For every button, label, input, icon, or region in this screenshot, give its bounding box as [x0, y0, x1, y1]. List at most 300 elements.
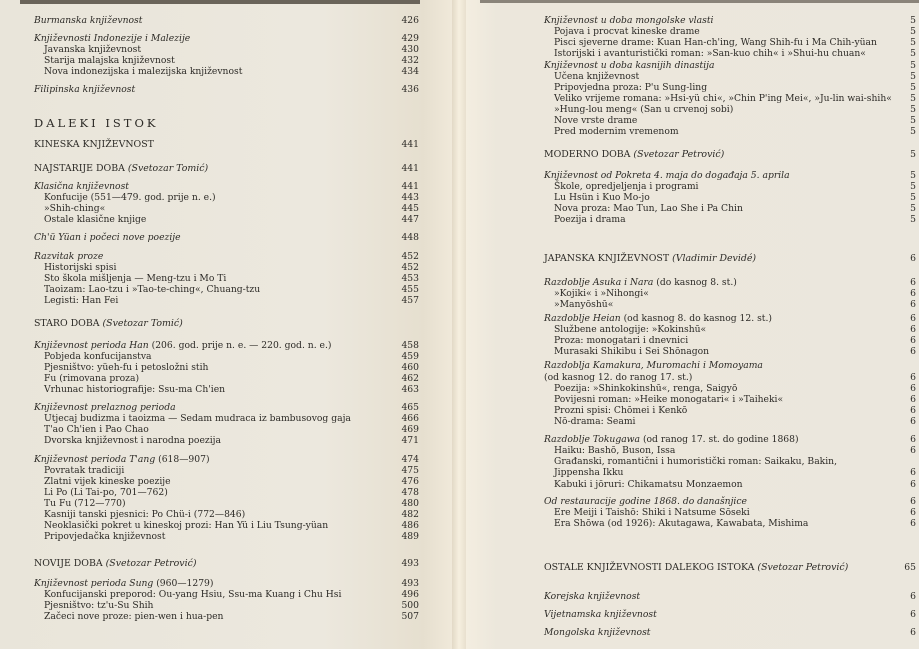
toc-entry-text: Ch'ü Yüan i počeci nove poezije [34, 232, 181, 243]
toc-entry-title [34, 351, 152, 362]
toc-entry-title [544, 324, 706, 335]
toc-page-number: 496 [401, 589, 419, 600]
toc-entry [34, 118, 419, 129]
toc-entry-title [34, 232, 181, 243]
toc-page-number: 6 [910, 434, 916, 445]
toc-entry-text: Od restauracije godine 1868. do današnjice [544, 496, 747, 507]
toc-entry-text: Ostale klasične knjige [44, 214, 147, 225]
toc-page-number: 6 [910, 394, 916, 405]
toc-entry-text: Filipinska književnost [34, 84, 136, 95]
toc-entry-title [544, 37, 877, 48]
toc-entry [34, 163, 419, 174]
toc-page-number: 6 [910, 405, 916, 416]
toc-entry [544, 372, 916, 383]
toc-entry-text: Književnost u doba kasnijih dinastija [544, 60, 715, 71]
toc-page-number: 458 [401, 340, 419, 351]
toc-entry-title [34, 531, 165, 542]
toc-entry-text: Kasniji tanski pjesnici: Po Chü-i (772—846) [44, 509, 246, 520]
toc-entry [34, 611, 419, 622]
toc-entry [34, 402, 419, 413]
toc-entry [544, 181, 916, 192]
toc-page-number: 5 [910, 203, 916, 214]
toc-entry-title [544, 394, 783, 405]
toc-entry-title [34, 558, 197, 569]
toc-entry [544, 253, 916, 264]
toc-entry-text: Pisci sjeverne drame: Kuan Han-ch'ing, Wang Shih-fu i Ma Chih-yüan [554, 37, 877, 48]
toc-entry-text: »Kojiki« i »Nihongi« [554, 288, 649, 299]
toc-entry-title [544, 313, 772, 324]
top-edge-shadow [20, 0, 420, 4]
toc-entry [544, 15, 916, 26]
toc-page-number: 5 [910, 126, 916, 137]
toc-entry-text: Književnosti Indonezije i Malezije [34, 33, 191, 44]
toc-entry-text: Razdoblje Asuka i Nara [544, 277, 654, 288]
toc-page-number: 6 [910, 372, 916, 383]
toc-entry-text: Era Shōwa (od 1926): Akutagawa, Kawabata, Mishima [554, 518, 809, 529]
toc-entry-title [34, 589, 341, 600]
toc-entry-text: Burmanska književnost [34, 15, 143, 26]
toc-entry [544, 299, 916, 310]
toc-page-number: 448 [401, 232, 419, 243]
toc-entry-author: (Svetozar Petrović) [757, 562, 849, 573]
toc-page-number: 443 [401, 192, 419, 203]
toc-entry-text: Veliko vrijeme romana: »Hsi-yü chi«, »Chin P'ing Mei«, »Ju-lin wai-shih« [554, 93, 892, 104]
toc-page-number: 6 [910, 324, 916, 335]
toc-entry-text: Povratak tradiciji [44, 465, 125, 476]
toc-page-number: 6 [910, 253, 916, 264]
toc-entry-title [544, 181, 698, 192]
toc-page-number: 434 [401, 66, 419, 77]
toc-page-number: 452 [401, 251, 419, 262]
toc-entry-text: Pjesništvo: yüeh-fu i petosložni stih [44, 362, 209, 373]
toc-entry-text: Povijesni roman: »Heike monogatari« i »Taiheki« [554, 394, 784, 405]
toc-entry-title [544, 479, 743, 490]
toc-entry [544, 405, 916, 416]
toc-entry-title [544, 609, 657, 620]
toc-entry-text: STARO DOBA [34, 318, 100, 329]
book-spine [452, 0, 466, 649]
toc-entry-title [544, 518, 808, 529]
toc-entry-title [34, 33, 190, 44]
toc-entry-title [34, 435, 221, 446]
toc-page-number: 5 [910, 170, 916, 181]
toc-page-number: 5 [910, 37, 916, 48]
toc-entry-text: Vijetnamska književnost [544, 609, 657, 620]
toc-entry [544, 479, 916, 490]
toc-entry [34, 413, 419, 424]
toc-entry-text: Građanski, romantični i humoristički roman: Saikaku, Bakin, [554, 456, 838, 467]
toc-entry [544, 456, 916, 467]
toc-entry-title [544, 214, 626, 225]
toc-entry [544, 627, 916, 638]
toc-entry [34, 139, 419, 150]
toc-page-number: 489 [401, 531, 419, 542]
toc-entry-text: Legisti: Han Fei [44, 295, 119, 306]
toc-page-number: 452 [401, 262, 419, 273]
toc-entry-text: Ere Meiji i Taishō: Shiki i Natsume Sōseki [554, 507, 750, 518]
toc-entry-text: Pojava i procvat kineske drame [554, 26, 700, 37]
toc-entry [34, 558, 419, 569]
toc-entry-text: »Hung-lou meng« (San u crvenoj sobi) [554, 104, 734, 115]
toc-page-number: 441 [401, 181, 419, 192]
toc-entry-text: Nova indonezijska i malezijska književnost [44, 66, 243, 77]
toc-page-number: 430 [401, 44, 419, 55]
toc-entry-title [544, 416, 636, 427]
toc-entry-title [544, 467, 623, 478]
toc-entry-title [544, 26, 700, 37]
toc-page-number: 436 [401, 84, 419, 95]
toc-entry-text: T'ao Ch'ien i Pao Chao [44, 424, 149, 435]
toc-page-number: 5 [910, 192, 916, 203]
toc-entry [34, 273, 419, 284]
toc-entry-range: (od ranog 17. st. do godine 1868) [642, 434, 799, 445]
toc-page-number: 6 [910, 609, 916, 620]
toc-entry [34, 454, 419, 465]
toc-entry-text: Razdoblje Tokugawa [544, 434, 641, 445]
toc-entry [544, 104, 916, 115]
toc-entry-title [34, 520, 328, 531]
toc-entry-text: Razdoblja Kamakura, Muromachi i Momoyama [544, 360, 763, 371]
toc-entry-author: (Svetozar Petrović) [633, 149, 725, 160]
toc-page-number: 486 [401, 520, 419, 531]
toc-entry-text: (od kasnog 12. do ranog 17. st.) [544, 372, 693, 383]
toc-entry-title [544, 299, 613, 310]
toc-entry-title [544, 405, 687, 416]
toc-entry-text: Književnost od Pokreta 4. maja do događaja 5. aprila [544, 170, 790, 181]
toc-entry-text: Pjesništvo: tz'u-Su Shih [44, 600, 154, 611]
toc-entry [544, 192, 916, 203]
right-page [460, 0, 919, 649]
toc-page-number: 475 [401, 465, 419, 476]
toc-entry [544, 82, 916, 93]
toc-entry-author: (Svetozar Tomić) [127, 163, 209, 174]
toc-page-number: 460 [401, 362, 419, 373]
toc-entry [34, 192, 419, 203]
toc-entry [34, 465, 419, 476]
toc-entry-text: Nova proza: Mao Tun, Lao She i Pa Chin [554, 203, 743, 214]
toc-entry-range: (618—907) [158, 454, 210, 465]
toc-entry [34, 84, 419, 95]
toc-entry-text: Začeci nove proze: pien-wen i hua-pen [44, 611, 224, 622]
toc-entry-text: OSTALE KNJIŽEVNOSTI DALEKOG ISTOKA [544, 562, 755, 573]
toc-page-number: 462 [401, 373, 419, 384]
toc-entry [34, 384, 419, 395]
toc-entry-text: Razvitak proze [34, 251, 104, 262]
toc-entry [544, 324, 916, 335]
toc-entry-title [34, 600, 153, 611]
toc-entry-title [544, 434, 799, 445]
toc-page-number: 432 [401, 55, 419, 66]
toc-entry-text: Pred modernim vremenom [554, 126, 679, 137]
toc-entry-text: DALEKI ISTOK [34, 116, 159, 130]
toc-page-number: 6 [910, 496, 916, 507]
toc-entry-title [544, 383, 737, 394]
toc-entry-text: Prozni spisi: Chōmei i Kenkō [554, 405, 688, 416]
toc-entry-text: Konfucijanski preporod: Ou-yang Hsiu, Ssu-ma Kuang i Chu Hsi [44, 589, 342, 600]
toc-entry-title [34, 55, 175, 66]
toc-entry [34, 251, 419, 262]
toc-page-number: 5 [910, 115, 916, 126]
toc-entry [34, 424, 419, 435]
toc-entry [544, 416, 916, 427]
toc-entry [34, 487, 419, 498]
toc-page-number: 474 [401, 454, 419, 465]
toc-entry-range: (do kasnog 8. st.) [656, 277, 737, 288]
toc-entry [34, 262, 419, 273]
toc-entry [544, 346, 916, 357]
toc-entry-text: Starija malajska književnost [44, 55, 175, 66]
toc-entry-text: Književnost perioda T'ang [34, 454, 156, 465]
toc-entry [544, 518, 916, 529]
toc-entry-text: Poezija i drama [554, 214, 626, 225]
toc-entry-title [34, 487, 168, 498]
toc-page-number: 5 [910, 48, 916, 59]
toc-entry-text: »Manyōshū« [554, 299, 614, 310]
toc-entry [34, 214, 419, 225]
toc-page-number: 455 [401, 284, 419, 295]
toc-entry [34, 600, 419, 611]
toc-page-number: 457 [401, 295, 419, 306]
toc-entry-text: Jippensha Ikku [554, 467, 624, 478]
toc-entry [544, 313, 916, 324]
toc-entry-title [34, 340, 331, 351]
toc-entry-title [34, 611, 223, 622]
toc-entry-title [34, 424, 149, 435]
toc-entry-text: Učena književnost [554, 71, 640, 82]
toc-page-number: 6 [910, 507, 916, 518]
toc-entry [34, 66, 419, 77]
toc-entry [544, 277, 916, 288]
toc-entry-text: Dvorska književnost i narodna poezija [44, 435, 222, 446]
toc-page-number: 441 [401, 139, 419, 150]
toc-page-number: 445 [401, 203, 419, 214]
toc-entry-range: (206. god. prije n. e. — 220. god. n. e.) [151, 340, 332, 351]
toc-page-number: 429 [401, 33, 419, 44]
toc-entry [34, 44, 419, 55]
toc-entry [544, 214, 916, 225]
toc-entry [544, 37, 916, 48]
toc-entry-title [34, 214, 146, 225]
toc-entry [34, 55, 419, 66]
toc-entry-text: »Shih-ching« [44, 203, 106, 214]
toc-entry [34, 509, 419, 520]
toc-entry-title [544, 360, 763, 371]
toc-entry-title [544, 456, 837, 467]
toc-entry-title [34, 15, 142, 26]
toc-entry [34, 589, 419, 600]
toc-page-number: 476 [401, 476, 419, 487]
toc-page-number: 6 [910, 479, 916, 490]
toc-entry [34, 15, 419, 26]
toc-page-number: 5 [910, 82, 916, 93]
toc-page-number: 6 [910, 518, 916, 529]
toc-entry [34, 498, 419, 509]
toc-entry-text: Utjecaj budizma i taoizma — Sedam mudraca iz bambusovog gaja [44, 413, 351, 424]
toc-entry-title [544, 288, 649, 299]
toc-entry-range: (960—1279) [156, 578, 214, 589]
toc-page-number: 6 [910, 383, 916, 394]
toc-entry-text: Neoklasički pokret u kineskoj prozi: Han Yü i Liu Tsung-yüan [44, 520, 329, 531]
toc-entry [544, 149, 916, 160]
toc-entry-title [34, 476, 171, 487]
toc-page-number: 5 [910, 93, 916, 104]
toc-page-number: 426 [401, 15, 419, 26]
toc-entry-title [34, 373, 139, 384]
toc-entry-text: JAPANSKA KNJIŽEVNOST [544, 253, 670, 264]
toc-entry [34, 340, 419, 351]
toc-entry-title [544, 507, 750, 518]
toc-entry [544, 170, 916, 181]
toc-page-number: 5 [910, 214, 916, 225]
toc-entry-title [34, 118, 158, 129]
toc-entry-text: Književnost perioda Sung [34, 578, 154, 589]
toc-entry-text: Škole, opredjeljenja i programi [554, 181, 699, 192]
toc-entry-title [544, 591, 640, 602]
toc-entry [544, 383, 916, 394]
toc-page-number: 493 [401, 578, 419, 589]
toc-page-number: 5 [910, 104, 916, 115]
toc-entry-text: Književnost prelaznog perioda [34, 402, 176, 413]
toc-entry-title [34, 44, 141, 55]
toc-entry-title [34, 402, 176, 413]
toc-page-number: 466 [401, 413, 419, 424]
toc-entry-title [34, 84, 135, 95]
toc-entry-text: Konfucije (551—479. god. prije n. e.) [44, 192, 216, 203]
toc-entry-text: Razdoblje Heian [544, 313, 621, 324]
toc-entry-text: Zlatni vijek kineske poezije [44, 476, 171, 487]
toc-page-number: 6 [910, 445, 916, 456]
toc-entry-text: Službene antologije: »Kokinshū« [554, 324, 707, 335]
toc-entry-title [34, 578, 213, 589]
toc-entry-text: Murasaki Shikibu i Sei Shōnagon [554, 346, 710, 357]
toc-entry [34, 520, 419, 531]
toc-entry-text: Klasična književnost [34, 181, 129, 192]
toc-entry-text: Haiku: Bashō, Buson, Issa [554, 445, 676, 456]
toc-entry-title [34, 318, 183, 329]
toc-page-number: 6 [910, 313, 916, 324]
toc-entry-title [544, 170, 790, 181]
toc-entry-text: Nō-drama: Seami [554, 416, 636, 427]
toc-entry [544, 71, 916, 82]
toc-entry [34, 531, 419, 542]
toc-page-number: 6 [910, 288, 916, 299]
toc-page-number: 5 [910, 60, 916, 71]
toc-entry-text: Javanska književnost [44, 44, 142, 55]
toc-entry [544, 445, 916, 456]
toc-page-number: 6 [910, 335, 916, 346]
toc-entry-title [34, 498, 126, 509]
toc-entry-text: Fu (rimovana proza) [44, 373, 140, 384]
toc-entry-author: (Svetozar Petrović) [105, 558, 197, 569]
toc-entry-text: Vrhunac historiografije: Ssu-ma Ch'ien [44, 384, 226, 395]
toc-page-number: 441 [401, 163, 419, 174]
toc-page-number: 471 [401, 435, 419, 446]
toc-entry [544, 48, 916, 59]
toc-page-number: 463 [401, 384, 419, 395]
toc-page-number: 5 [910, 71, 916, 82]
toc-entry [34, 578, 419, 589]
toc-page-number: 6 [910, 346, 916, 357]
toc-page-number: 465 [401, 402, 419, 413]
toc-entry-text: Taoizam: Lao-tzu i »Tao-te-ching«, Chuang-tzu [44, 284, 261, 295]
toc-entry [544, 26, 916, 37]
toc-entry-title [34, 273, 226, 284]
toc-entry [34, 33, 419, 44]
toc-entry-title [544, 253, 756, 264]
toc-entry-author: (Svetozar Tomić) [102, 318, 183, 329]
toc-entry [34, 435, 419, 446]
toc-entry-title [34, 203, 105, 214]
toc-entry [544, 126, 916, 137]
toc-entry [34, 232, 419, 243]
toc-page-number: 6 [910, 416, 916, 427]
toc-entry-text: Historijski spisi [44, 262, 117, 273]
toc-entry-title [544, 149, 724, 160]
toc-entry-title [34, 181, 129, 192]
toc-entry-title [544, 15, 713, 26]
toc-entry-range: (od kasnog 8. do kasnog 12. st.) [623, 313, 772, 324]
toc-page-number: 5 [910, 149, 916, 160]
toc-entry-text: Pobjeda konfucijanstva [44, 351, 152, 362]
toc-entry-title [34, 465, 124, 476]
toc-entry-title [544, 277, 737, 288]
top-edge-shadow [480, 0, 919, 3]
toc-page-number: 500 [401, 600, 419, 611]
toc-entry [544, 507, 916, 518]
toc-entry-text: Mongolska književnost [544, 627, 651, 638]
toc-page-number: 5 [910, 26, 916, 37]
toc-entry-title [544, 562, 848, 573]
toc-entry-title [544, 93, 892, 104]
toc-entry [544, 562, 916, 573]
toc-page-number: 480 [401, 498, 419, 509]
toc-entry-text: NOVIJE DOBA [34, 558, 103, 569]
toc-entry-text: Proza: monogatari i dnevnici [554, 335, 689, 346]
toc-entry-title [544, 203, 743, 214]
toc-entry-text: Pripovjedna proza: P'u Sung-ling [554, 82, 708, 93]
toc-entry-text: Lu Hsün i Kuo Mo-jo [554, 192, 650, 203]
toc-entry-text: NAJSTARIJE DOBA [34, 163, 125, 174]
toc-entry-text: Nove vrste drame [554, 115, 638, 126]
toc-page-number: 65 [904, 562, 916, 573]
toc-entry-title [34, 509, 245, 520]
toc-entry-title [544, 115, 637, 126]
toc-entry [34, 362, 419, 373]
toc-entry [544, 609, 916, 620]
toc-entry [34, 203, 419, 214]
toc-page-number: 469 [401, 424, 419, 435]
toc-entry-title [544, 60, 714, 71]
toc-entry-author: (Vladimir Devidé) [672, 253, 757, 264]
toc-entry-title [34, 284, 260, 295]
toc-page-number: 6 [910, 591, 916, 602]
toc-page-number: 6 [910, 467, 916, 478]
toc-entry-text: KINESKA KNJIŽEVNOST [34, 139, 154, 150]
toc-entry-text: Književnost u doba mongolske vlasti [544, 15, 714, 26]
toc-entry-title [544, 627, 650, 638]
toc-entry-text: Sto škola mišljenja — Meng-tzu i Mo Ti [44, 273, 227, 284]
toc-entry-title [544, 372, 692, 383]
toc-entry [544, 288, 916, 299]
toc-entry-title [34, 413, 351, 424]
toc-entry-text: Pripovjedačka književnost [44, 531, 166, 542]
toc-entry-title [544, 346, 709, 357]
toc-entry [544, 496, 916, 507]
toc-entry-title [34, 139, 154, 150]
toc-entry-title [544, 445, 675, 456]
toc-entry [544, 335, 916, 346]
toc-entry-title [544, 71, 639, 82]
